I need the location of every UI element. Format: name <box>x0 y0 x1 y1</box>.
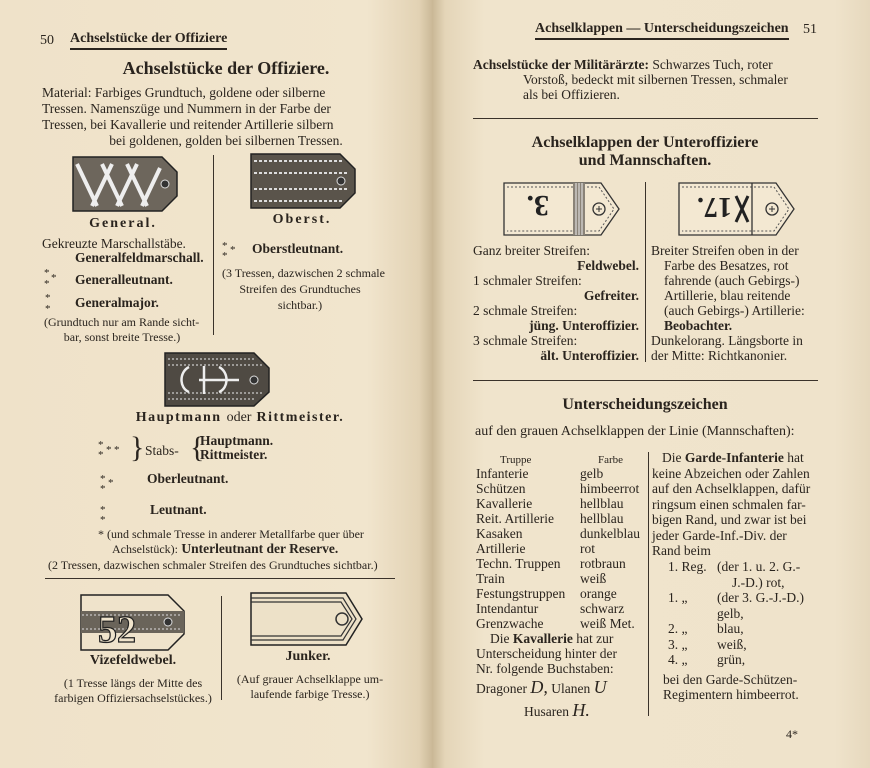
general-remark: bar, sonst breite Tresse.) <box>63 330 181 344</box>
aerzte-line <box>473 57 773 73</box>
rank-label: Generalfeldmarschall. <box>75 250 204 265</box>
reserve-note: Achselstück): <box>112 542 178 556</box>
regiment-color: (der 3. G.-J.-D.) <box>717 590 804 605</box>
garde-line: ringsum einen schmalen far- <box>652 496 806 512</box>
regiment-number: 1. Reg. <box>668 559 707 574</box>
rank-label: Rittmeister. <box>200 447 268 462</box>
running-header: Achselklappen — Unterscheidungszeichen <box>535 21 789 40</box>
svg-text:52: 52 <box>98 609 136 651</box>
aerzte-text: als bei Offizieren. <box>523 87 620 102</box>
list-line: (auch Gebirgs-) Artillerie: <box>664 303 805 318</box>
table-cell-farbe: dunkelblau <box>580 526 640 541</box>
strap-number: 3. <box>526 189 549 222</box>
section-subtitle: auf den grauen Achselklappen der Linie (Mannschaften): <box>475 424 795 439</box>
page-number: 50 <box>40 33 54 48</box>
schuetzen-line: Regimentern himbeerrot. <box>663 687 799 702</box>
caption-part: Rittmeister. <box>256 410 345 425</box>
kavallerie-line: Nr. folgende Buchstaben: <box>476 661 614 676</box>
star-icon: * <box>51 272 57 284</box>
table-cell-farbe: weiß Met. <box>580 616 635 631</box>
column-divider <box>221 596 222 700</box>
star-icon: * <box>100 483 106 495</box>
table-cell-farbe: rot <box>580 541 595 556</box>
list-line: der Mitte: Richtkanonier. <box>651 348 788 363</box>
letters-line <box>524 702 590 720</box>
regiment-number: 4. „ <box>668 652 688 667</box>
aerzte-label: Achselstücke der Militärärzte: <box>473 57 649 72</box>
table-cell-farbe: gelb <box>580 466 604 481</box>
page-number: 51 <box>803 22 817 37</box>
table-cell-truppe: Intendantur <box>476 601 539 616</box>
list-line: ält. Unteroffizier. <box>540 348 639 363</box>
caption-part: Hauptmann <box>135 410 222 425</box>
aerzte-text: Schwarzes Tuch, roter <box>652 57 773 72</box>
star-icon: * <box>44 267 50 279</box>
table-cell-truppe: Grenzwache <box>476 616 544 631</box>
junker-remark: (Auf grauer Achselklappe um- <box>236 672 384 686</box>
section-rule <box>45 578 395 579</box>
table-cell-truppe: Festungstruppen <box>476 586 566 601</box>
star-icon: * <box>108 477 114 489</box>
list-line: Beobachter. <box>664 318 733 333</box>
garde-line: keine Abzeichen oder Zahlen <box>652 465 810 481</box>
section-title: Achselklappen der Unteroffiziere <box>531 134 759 151</box>
list-line: jüng. Unteroffizier. <box>529 318 639 333</box>
table-cell-truppe: Train <box>476 571 505 586</box>
list-line: Gefreiter. <box>583 288 639 303</box>
regiment-number: 1. „ <box>668 590 688 605</box>
list-line: Feldwebel. <box>577 258 639 273</box>
table-cell-farbe: hellblau <box>580 511 624 526</box>
star-icon: * <box>106 444 112 456</box>
oberst-remark: (3 Tressen, dazwischen 2 schmale <box>222 266 385 280</box>
vizefeldwebel-shoulder-board-image <box>80 594 185 651</box>
table-cell-truppe: Schützen <box>476 481 526 496</box>
table-cell-truppe: Reit. Artillerie <box>476 511 554 526</box>
rank-label: Hauptmann. <box>200 433 274 448</box>
rank-label: Oberstleutnant. <box>252 241 344 256</box>
junker-caption: Junker. <box>285 649 331 664</box>
intro-line: Material: Farbiges Grundtuch, goldene oder silberne <box>42 85 326 100</box>
junker-shoulder-board-image <box>250 592 364 646</box>
star-icon: * <box>45 292 51 304</box>
star-icon: * <box>114 444 120 456</box>
table-cell-truppe: Infanterie <box>476 466 529 481</box>
reserve-line <box>112 541 338 557</box>
schuetzen-line: bei den Garde-Schützen- <box>663 672 798 687</box>
list-line: 1 schmaler Streifen: <box>473 273 582 288</box>
column-divider <box>648 452 649 716</box>
rank-label: Generalmajor. <box>75 295 159 310</box>
caption-part: oder <box>226 410 252 425</box>
dragoner-letter: D, <box>530 677 548 697</box>
table-cell-farbe: schwarz <box>580 601 625 616</box>
husaren-letter: H. <box>572 700 590 720</box>
strap-number: 17. <box>697 191 732 222</box>
regiment-color: gelb, <box>717 605 744 621</box>
section-rule <box>473 118 818 119</box>
running-header: Achselstücke der Offiziere <box>70 31 227 50</box>
kavallerie-line: Die Kavallerie hat zur <box>490 631 614 646</box>
kavallerie-bold: Kavallerie <box>512 631 573 646</box>
list-line: 2 schmale Streifen: <box>473 303 578 318</box>
reserve-note: * (und schmale Tresse in anderer Metallfarbe quer über <box>98 527 364 541</box>
feldwebel-strap-image <box>503 182 621 237</box>
general-shoulder-board-image <box>72 156 178 212</box>
table-cell-truppe: Artillerie <box>476 541 526 556</box>
ulanen-label: Ulanen <box>551 681 591 696</box>
general-note: Gekreuzte Marschallstäbe. <box>42 236 186 251</box>
list-line: 3 schmale Streifen: <box>473 333 578 348</box>
star-icon: * <box>45 303 51 315</box>
star-icon: * <box>98 439 104 451</box>
beobachter-strap-image <box>678 182 796 237</box>
oberst-caption: Oberst. <box>272 212 332 227</box>
general-remark: (Grundtuch nur am Rande sicht- <box>44 315 200 329</box>
section-title: Unterscheidungszeichen <box>562 396 728 413</box>
stabs-label: Stabs- <box>145 443 179 458</box>
column-divider <box>645 182 646 362</box>
regiment-color: grün, <box>717 652 746 667</box>
dragoner-label: Dragoner <box>476 681 527 696</box>
junker-remark: laufende farbige Tresse.) <box>250 687 370 701</box>
husaren-label: Husaren <box>524 704 569 719</box>
star-icon: * <box>222 240 228 252</box>
general-caption: General. <box>89 216 157 231</box>
page-title: Achselstücke der Offiziere. <box>122 58 330 78</box>
garde-line: jeder Garde-Inf.-Div. der <box>652 527 787 543</box>
garde-line: Die Garde-Infanterie hat <box>662 450 804 465</box>
garde-line: bigen Rand, und zwar ist bei <box>652 512 807 527</box>
list-line: fahrende (auch Gebirgs-) <box>664 273 800 288</box>
ulanen-letter: U <box>593 677 607 697</box>
rank-label: Leutnant. <box>150 502 207 517</box>
hauptmann-caption <box>136 410 345 426</box>
intro-line: Tressen. Namenszüge und Nummern in der Farbe der <box>42 101 331 116</box>
star-icon: * <box>100 514 106 526</box>
regiment-number: 3. „ <box>668 636 688 652</box>
table-cell-truppe: Kavallerie <box>476 496 533 511</box>
regiment-number: 2. „ <box>668 621 688 636</box>
list-line: Breiter Streifen oben in der <box>651 243 799 258</box>
rank-label: Generalleutnant. <box>75 272 173 287</box>
table-header-truppe: Truppe <box>500 454 532 466</box>
oberst-shoulder-board-image <box>250 153 356 209</box>
right-page <box>432 0 870 768</box>
table-cell-truppe: Kasaken <box>476 526 523 541</box>
letters-line <box>476 679 607 697</box>
hauptmann-remark: (2 Tressen, dazwischen schmaler Streifen des Grundtuches sichtbar.) <box>48 558 378 572</box>
table-cell-truppe: Techn. Truppen <box>476 556 561 571</box>
vizefeldwebel-remark: (1 Tresse längs der Mitte des <box>63 676 203 690</box>
regiment-color: J.-D.) rot, <box>732 574 785 590</box>
table-cell-farbe: hellblau <box>580 496 624 511</box>
section-rule <box>473 380 818 381</box>
list-line: Dunkelorang. Längsborte in <box>651 333 803 348</box>
star-icon: * <box>44 278 50 290</box>
regiment-color: (der 1. u. 2. G.- <box>717 559 801 574</box>
intro-line: Tressen, bei Kavallerie und reitender Artillerie silbern <box>42 117 334 132</box>
rank-label: Oberleutnant. <box>147 471 229 486</box>
garde-line: Rand beim <box>652 543 711 558</box>
garde-line: auf den Achselklappen, dafür <box>652 481 811 496</box>
list-line: Farbe des Besatzes, rot <box>664 258 789 273</box>
vizefeldwebel-caption: Vizefeldwebel. <box>89 653 177 668</box>
star-icon: * <box>222 250 228 262</box>
table-cell-farbe: rotbraun <box>580 556 626 571</box>
section-title: und Mannschaften. <box>578 152 712 169</box>
regiment-color: blau, <box>717 621 744 636</box>
regiment-color: weiß, <box>717 636 747 652</box>
column-divider <box>213 155 214 335</box>
table-cell-farbe: weiß <box>580 571 607 586</box>
left-page: 50 Achselstücke der Offiziere Achselstücke der Offiziere. Material: Farbiges Grundtuch, goldene oder silberne Tressen. Namenszüge und Nummern in der Farbe der Tressen, bei Kavallerie und reitender Artillerie silbern bei goldenen, golden bei silbernen Tressen. General. Gekreuzte Marschallstäbe. Generalfeldmarschall. * * * Generalleutnant. * * Generalmajor. (Grundtuch nur am Rande sicht- bar, sonst breite Tresse.) Oberst. * * * Oberstleutnant. (3 Tressen, dazwischen 2 schmale Streifen des Grundtuches sichtbar.) Hauptmann oder Rittmeister. * * * * } Stabs- { Hauptmann. Rittmeister. * * * Oberleutnant. * * Leutnant. * (und schmale Tresse in anderer Metallfarbe quer über Achselstück): Unterleutnant der Reserve. (2 Tressen, dazwischen schmaler Streifen des Grundtuches sichtbar.) 52 Vizefeldwebel. (1 Tresse längs der Mitte des farbigen Offiziersachselstückes.) Junker. (Auf grauer Achselklappe um- laufende farbige Tresse.) <box>0 0 432 768</box>
aerzte-text: Vorstoß, bedeckt mit silbernen Tressen, schmaler <box>523 72 788 87</box>
list-line: Artillerie, blau reitende <box>664 288 791 303</box>
signature-mark: 4* <box>786 727 798 741</box>
intro-line: bei goldenen, golden bei silbernen Tressen. <box>109 133 343 148</box>
oberst-remark: sichtbar.) <box>277 298 323 312</box>
star-icon: * <box>98 449 104 461</box>
hauptmann-shoulder-board-image <box>164 352 270 407</box>
table-cell-farbe: orange <box>580 586 617 601</box>
table-header-farbe: Farbe <box>598 454 624 466</box>
vizefeldwebel-remark: farbigen Offiziersachselstückes.) <box>54 691 212 705</box>
kavallerie-line: Unterscheidung hinter der <box>476 646 617 661</box>
rank-label: Unterleutnant der Reserve. <box>181 541 339 556</box>
star-icon: * <box>230 244 236 256</box>
table-cell-farbe: himbeerrot <box>580 481 640 496</box>
oberst-remark: Streifen des Grundtuches <box>239 282 361 296</box>
star-icon: * <box>100 473 106 485</box>
list-line: Ganz breiter Streifen: <box>473 243 590 258</box>
star-icon: * <box>100 504 106 516</box>
